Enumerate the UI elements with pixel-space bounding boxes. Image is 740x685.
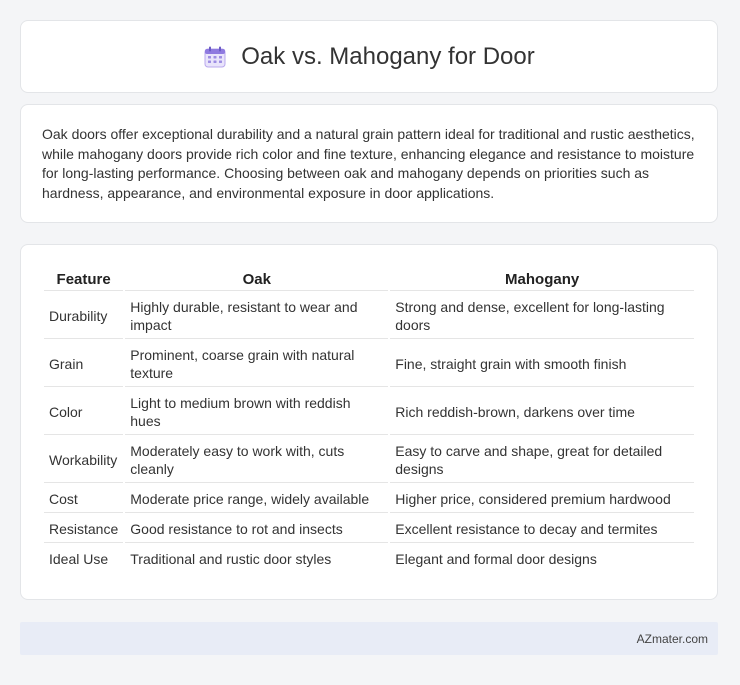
comparison-table xyxy=(42,265,696,574)
oak-cell: Highly durable, resistant to wear and impact xyxy=(125,293,388,339)
mahogany-cell: Fine, straight grain with smooth finish xyxy=(390,341,694,387)
mahogany-cell: Strong and dense, excellent for long-lasting doors xyxy=(390,293,694,339)
page-title: Oak vs. Mahogany for Door xyxy=(241,42,535,70)
footer xyxy=(20,622,718,655)
table-row xyxy=(44,485,694,513)
table-row xyxy=(44,515,694,543)
title-card xyxy=(20,20,718,93)
footer-brand: AZmater.com xyxy=(636,631,708,646)
mahogany-cell: Easy to carve and shape, great for detailed designs xyxy=(390,437,694,483)
oak-cell: Prominent, coarse grain with natural texture xyxy=(125,341,388,387)
feature-cell: Grain xyxy=(44,341,123,387)
feature-cell: Resistance xyxy=(44,515,123,543)
feature-cell: Durability xyxy=(44,293,123,339)
calendar-icon xyxy=(203,45,227,69)
oak-cell: Traditional and rustic door styles xyxy=(130,550,332,567)
feature-cell: Ideal Use xyxy=(49,550,109,567)
table-row xyxy=(44,341,694,387)
comparison-card xyxy=(20,244,718,600)
feature-cell: Workability xyxy=(44,437,123,483)
mahogany-cell: Excellent resistance to decay and termites xyxy=(390,515,694,543)
summary-text: Oak doors offer exceptional durability and a natural grain pattern ideal for traditional and rustic aesthetics, while mahogany doors provide rich color and fine texture, enhancing elegance and resistance to moisture for long-lasting performance. Choosing between oak and mahogany depends on priorities such as hardness, appearance, and environmental exposure in door applications. xyxy=(42,126,695,201)
summary-card xyxy=(20,104,718,223)
feature-cell: Color xyxy=(44,389,123,435)
title-wrap xyxy=(203,43,534,71)
header-mahogany: Mahogany xyxy=(390,267,694,291)
mahogany-cell: Elegant and formal door designs xyxy=(395,550,597,567)
header-feature: Feature xyxy=(44,267,123,291)
header-oak: Oak xyxy=(125,267,388,291)
table-row xyxy=(44,389,694,435)
oak-cell: Good resistance to rot and insects xyxy=(125,515,388,543)
oak-cell: Moderately easy to work with, cuts cleanly xyxy=(125,437,388,483)
oak-cell: Light to medium brown with reddish hues xyxy=(125,389,388,435)
table-row xyxy=(44,545,694,572)
oak-cell: Moderate price range, widely available xyxy=(125,485,388,513)
mahogany-cell: Higher price, considered premium hardwood xyxy=(390,485,694,513)
table-row xyxy=(44,293,694,339)
feature-cell: Cost xyxy=(44,485,123,513)
mahogany-cell: Rich reddish-brown, darkens over time xyxy=(390,389,694,435)
table-row xyxy=(44,437,694,483)
table-header-row xyxy=(44,267,694,291)
